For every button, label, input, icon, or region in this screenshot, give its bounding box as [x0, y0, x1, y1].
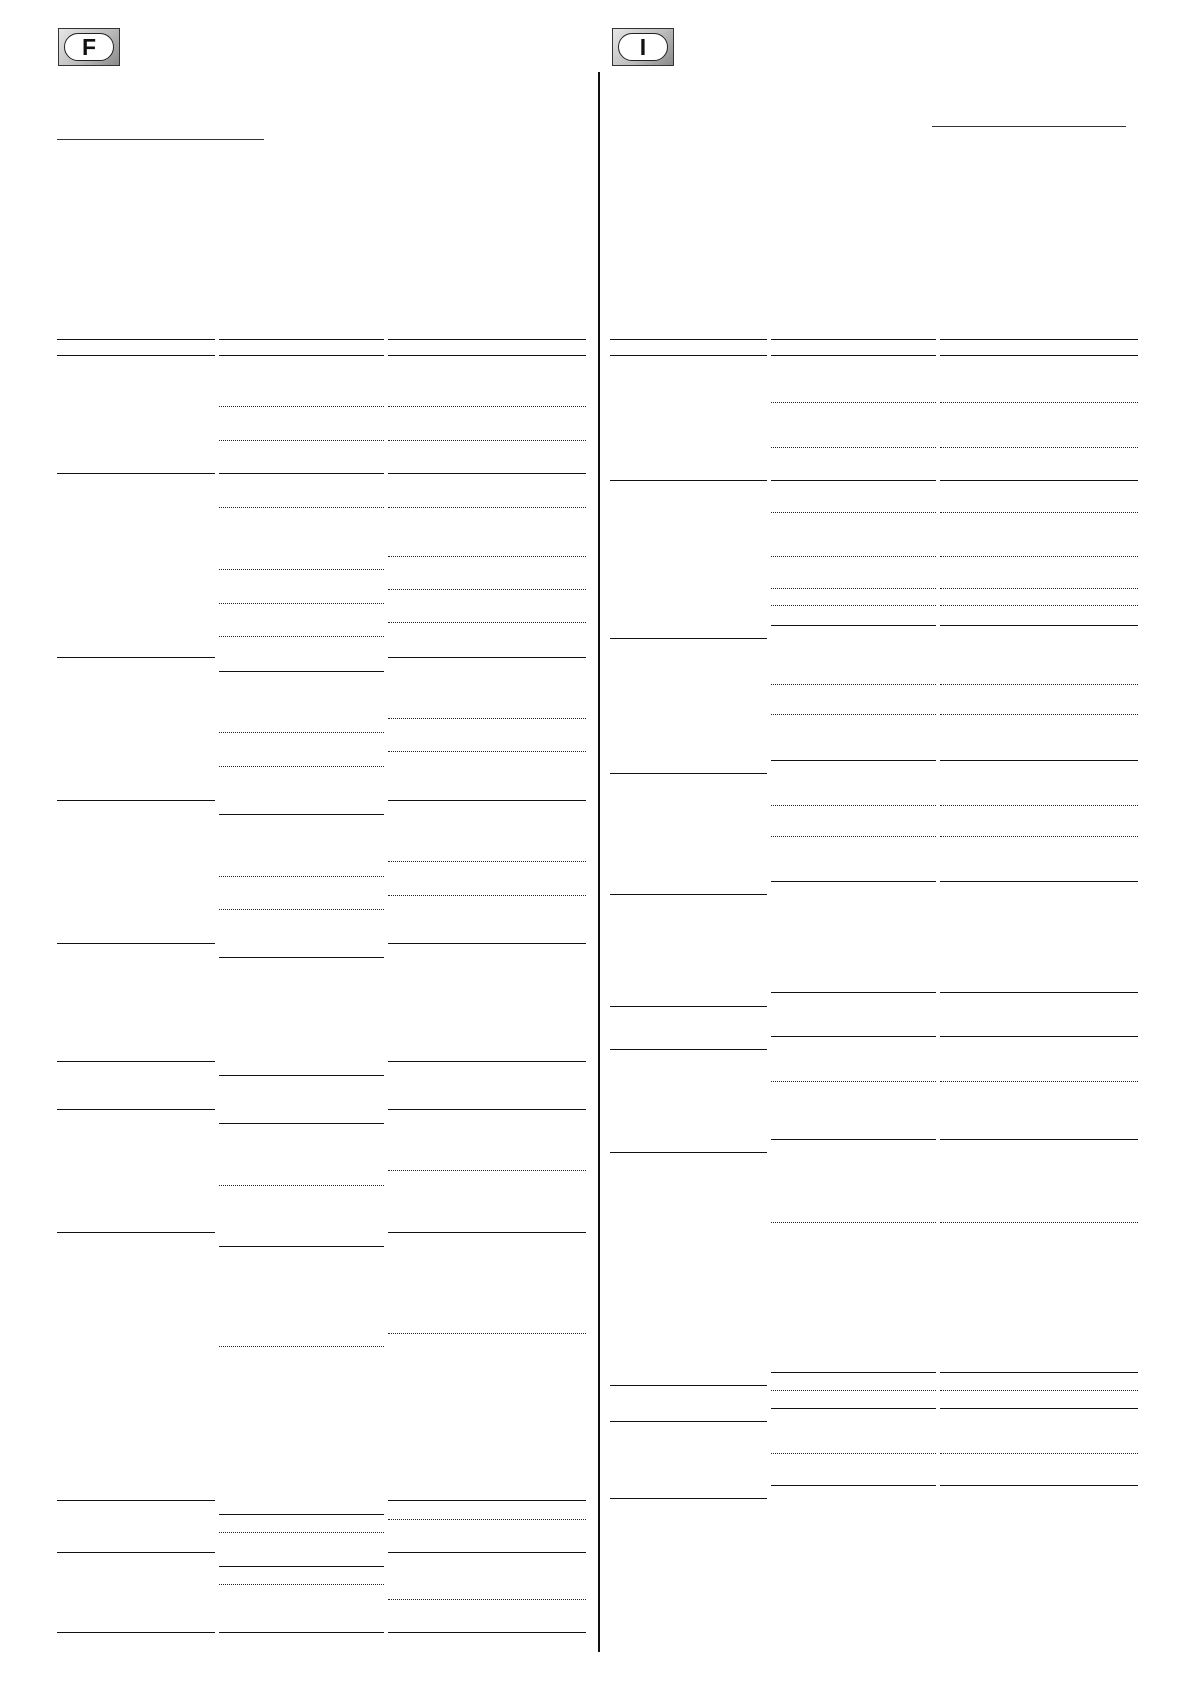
table-rule-left-5 — [388, 355, 586, 356]
dotted-entry-line-left-24 — [388, 718, 586, 719]
dotted-entry-line-left-9 — [388, 440, 586, 441]
table-rule-right-69 — [940, 355, 1138, 356]
heading-underline-right — [932, 126, 1126, 127]
table-rule-right-107 — [610, 1049, 767, 1050]
dotted-entry-line-left-19 — [388, 622, 586, 623]
dotted-entry-line-right-113 — [771, 1222, 936, 1223]
table-rule-right-68 — [771, 355, 936, 356]
dotted-entry-line-left-17 — [388, 589, 586, 590]
dotted-entry-line-left-20 — [219, 636, 384, 637]
table-rule-left-58 — [219, 1566, 384, 1567]
dotted-entry-line-right-89 — [940, 684, 1138, 685]
table-rule-right-122 — [610, 1421, 767, 1422]
dotted-entry-line-left-50 — [219, 1346, 384, 1347]
dotted-entry-line-right-83 — [771, 605, 936, 606]
table-rule-left-0 — [57, 339, 215, 340]
table-rule-right-94 — [610, 773, 767, 774]
table-rule-left-30 — [219, 814, 384, 815]
table-rule-left-22 — [388, 657, 586, 658]
dotted-entry-line-left-54 — [219, 1532, 384, 1533]
table-rule-right-74 — [610, 480, 767, 481]
dotted-entry-line-right-124 — [940, 1453, 1138, 1454]
table-rule-right-64 — [610, 339, 767, 340]
table-rule-left-23 — [219, 671, 384, 672]
dotted-entry-line-right-98 — [940, 836, 1138, 837]
table-rule-right-104 — [610, 1006, 767, 1007]
table-rule-left-48 — [219, 1246, 384, 1247]
dotted-entry-line-right-72 — [771, 447, 936, 448]
dotted-entry-line-left-31 — [388, 861, 586, 862]
table-rule-right-75 — [771, 480, 936, 481]
table-rule-right-102 — [771, 992, 936, 993]
dotted-entry-line-right-96 — [940, 805, 1138, 806]
table-rule-left-4 — [219, 355, 384, 356]
table-rule-left-41 — [57, 1109, 215, 1110]
dotted-entry-line-right-80 — [940, 556, 1138, 557]
dotted-entry-line-left-7 — [388, 406, 586, 407]
table-rule-left-29 — [388, 800, 586, 801]
table-rule-left-11 — [219, 473, 384, 474]
table-rule-right-105 — [771, 1036, 936, 1037]
table-rule-right-116 — [940, 1372, 1138, 1373]
dotted-entry-line-right-88 — [771, 684, 936, 685]
table-rule-left-35 — [57, 943, 215, 944]
dotted-entry-line-left-49 — [388, 1333, 586, 1334]
dotted-entry-line-right-79 — [771, 556, 936, 557]
table-rule-left-61 — [57, 1632, 215, 1633]
dotted-entry-line-right-91 — [940, 714, 1138, 715]
table-rule-left-46 — [57, 1232, 215, 1233]
table-rule-right-112 — [610, 1152, 767, 1153]
table-rule-left-10 — [57, 473, 215, 474]
table-rule-left-36 — [388, 943, 586, 944]
table-rule-right-101 — [610, 894, 767, 895]
dotted-entry-line-left-34 — [219, 909, 384, 910]
table-rule-right-86 — [940, 625, 1138, 626]
language-letter-right: I — [618, 33, 668, 61]
table-rule-right-120 — [771, 1408, 936, 1409]
dotted-entry-line-right-81 — [771, 588, 936, 589]
table-rule-right-110 — [771, 1139, 936, 1140]
table-rule-right-121 — [940, 1408, 1138, 1409]
table-rule-right-85 — [771, 625, 936, 626]
table-rule-right-103 — [940, 992, 1138, 993]
table-rule-left-38 — [57, 1061, 215, 1062]
dotted-entry-line-left-44 — [388, 1170, 586, 1171]
language-badge-left — [58, 28, 120, 66]
dotted-entry-line-left-14 — [388, 507, 586, 508]
table-rule-left-53 — [219, 1514, 384, 1515]
table-rule-right-115 — [771, 1372, 936, 1373]
dotted-entry-line-right-118 — [771, 1390, 936, 1391]
dotted-entry-line-right-95 — [771, 805, 936, 806]
table-rule-right-93 — [940, 760, 1138, 761]
table-rule-right-126 — [940, 1485, 1138, 1486]
dotted-entry-line-left-59 — [219, 1584, 384, 1585]
dotted-entry-line-right-97 — [771, 836, 936, 837]
dotted-entry-line-right-119 — [940, 1390, 1138, 1391]
dotted-entry-line-left-55 — [388, 1519, 586, 1520]
dotted-entry-line-left-25 — [219, 732, 384, 733]
dotted-entry-line-right-123 — [771, 1453, 936, 1454]
dotted-entry-line-right-90 — [771, 714, 936, 715]
table-rule-right-106 — [940, 1036, 1138, 1037]
dotted-entry-line-right-77 — [771, 512, 936, 513]
dotted-entry-line-left-60 — [388, 1599, 586, 1600]
table-rule-left-52 — [388, 1500, 586, 1501]
table-rule-right-125 — [771, 1485, 936, 1486]
table-rule-left-56 — [57, 1552, 215, 1553]
language-badge-right — [612, 28, 674, 66]
dotted-entry-line-right-70 — [771, 402, 936, 403]
table-rule-left-37 — [219, 957, 384, 958]
dotted-entry-line-left-32 — [219, 876, 384, 877]
dotted-entry-line-left-33 — [388, 895, 586, 896]
table-rule-right-99 — [771, 881, 936, 882]
dotted-entry-line-left-45 — [219, 1185, 384, 1186]
table-rule-right-127 — [610, 1498, 767, 1499]
dotted-entry-line-right-114 — [940, 1222, 1138, 1223]
table-rule-left-47 — [388, 1232, 586, 1233]
dotted-entry-line-left-6 — [219, 406, 384, 407]
dotted-entry-line-left-18 — [219, 603, 384, 604]
table-rule-left-1 — [219, 339, 384, 340]
dotted-entry-line-left-8 — [219, 440, 384, 441]
table-rule-right-100 — [940, 881, 1138, 882]
dotted-entry-line-right-82 — [940, 588, 1138, 589]
dotted-entry-line-left-26 — [388, 751, 586, 752]
table-rule-right-66 — [940, 339, 1138, 340]
language-letter-left: F — [64, 33, 114, 61]
heading-underline-left — [57, 139, 264, 140]
table-rule-left-57 — [388, 1552, 586, 1553]
dotted-entry-line-left-13 — [219, 507, 384, 508]
table-rule-right-65 — [771, 339, 936, 340]
dotted-entry-line-right-84 — [940, 605, 1138, 606]
table-rule-left-62 — [219, 1632, 384, 1633]
table-rule-left-63 — [388, 1632, 586, 1633]
dotted-entry-line-right-78 — [940, 512, 1138, 513]
table-rule-right-76 — [940, 480, 1138, 481]
table-rule-left-28 — [57, 800, 215, 801]
table-rule-left-42 — [388, 1109, 586, 1110]
dotted-entry-line-left-27 — [219, 766, 384, 767]
dotted-entry-line-right-108 — [771, 1081, 936, 1082]
table-rule-right-117 — [610, 1385, 767, 1386]
table-rule-right-111 — [940, 1139, 1138, 1140]
table-rule-left-43 — [219, 1123, 384, 1124]
table-rule-right-87 — [610, 638, 767, 639]
table-rule-left-3 — [57, 355, 215, 356]
table-rule-left-21 — [57, 657, 215, 658]
dotted-entry-line-left-16 — [219, 569, 384, 570]
table-rule-left-12 — [388, 473, 586, 474]
dotted-entry-line-right-109 — [940, 1081, 1138, 1082]
table-rule-left-51 — [57, 1500, 215, 1501]
table-rule-right-92 — [771, 760, 936, 761]
table-rule-left-2 — [388, 339, 586, 340]
table-rule-left-39 — [388, 1061, 586, 1062]
column-divider — [598, 72, 600, 1652]
dotted-entry-line-left-15 — [388, 556, 586, 557]
dotted-entry-line-right-73 — [940, 447, 1138, 448]
dotted-entry-line-right-71 — [940, 402, 1138, 403]
table-rule-left-40 — [219, 1075, 384, 1076]
table-rule-right-67 — [610, 355, 767, 356]
